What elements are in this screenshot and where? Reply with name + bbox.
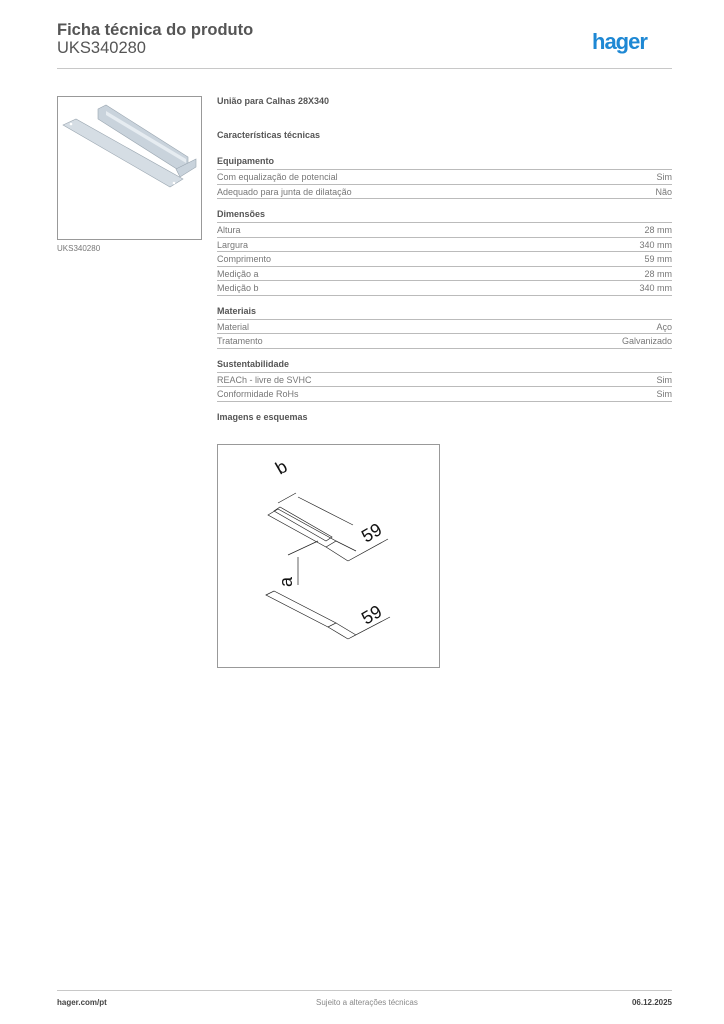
footer-site-link[interactable]: hager.com/pt — [57, 998, 107, 1007]
spec-label: Adequado para junta de dilatação — [217, 186, 352, 197]
spec-column — [217, 96, 672, 426]
spec-row — [217, 170, 672, 185]
page-title: Ficha técnica do produto — [57, 21, 254, 39]
spec-value: Sim — [656, 374, 672, 385]
label-59-top: 59 — [358, 519, 386, 547]
product-image — [57, 96, 202, 240]
spec-row — [217, 281, 672, 296]
spec-group-title: Sustentabilidade — [217, 359, 672, 373]
spec-row — [217, 373, 672, 388]
spec-value: Aço — [656, 321, 672, 332]
hager-logo: hager — [592, 29, 647, 54]
label-a: a — [276, 576, 296, 587]
spec-group — [217, 156, 672, 199]
spec-group — [217, 359, 672, 402]
spec-label: Material — [217, 321, 250, 332]
spec-row — [217, 252, 672, 267]
spec-label: Tratamento — [217, 336, 263, 346]
spec-value: 28 mm — [644, 268, 672, 279]
spec-value: Não — [655, 186, 672, 197]
spec-row — [217, 387, 672, 402]
spec-value: 59 mm — [644, 254, 672, 264]
images-title: Imagens e esquemas — [217, 411, 308, 422]
spec-value: Sim — [656, 172, 672, 182]
specs-title: Características técnicas — [217, 130, 321, 140]
spec-label: Medição a — [217, 268, 259, 279]
product-code: UKS340280 — [57, 39, 146, 57]
spec-value: Galvanizado — [621, 336, 672, 346]
spec-row — [217, 334, 672, 349]
spec-value: 340 mm — [639, 239, 672, 250]
label-59-bottom: 59 — [358, 601, 386, 629]
label-b: b — [272, 456, 291, 479]
spec-label: Largura — [217, 239, 249, 250]
header-divider — [57, 68, 672, 69]
spec-label: Medição b — [217, 283, 259, 293]
footer-date: 06.12.2025 — [631, 998, 672, 1007]
footer-note: Sujeito a alterações técnicas — [316, 998, 418, 1007]
spec-label: Com equalização de potencial — [217, 172, 338, 182]
spec-row — [217, 223, 672, 238]
spec-group — [217, 209, 672, 296]
spec-group-title: Equipamento — [217, 156, 672, 170]
spec-row — [217, 267, 672, 282]
spec-group-title: Dimensões — [217, 209, 672, 223]
spec-row — [217, 238, 672, 253]
spec-group-title: Materiais — [217, 306, 672, 320]
spec-label: REACh - livre de SVHC — [217, 374, 312, 385]
spec-group — [217, 306, 672, 349]
spec-label: Altura — [217, 225, 241, 235]
dimension-drawing — [217, 444, 440, 668]
spec-label: Comprimento — [217, 254, 272, 264]
image-caption: UKS340280 — [57, 244, 101, 253]
spec-value: 28 mm — [644, 225, 672, 235]
spec-label: Conformidade RoHs — [217, 389, 299, 399]
spec-row — [217, 320, 672, 335]
product-name: União para Calhas 28X340 — [217, 96, 330, 106]
spec-row — [217, 185, 672, 200]
footer-divider — [57, 990, 672, 991]
spec-value: 340 mm — [639, 283, 672, 293]
spec-value: Sim — [656, 389, 672, 399]
